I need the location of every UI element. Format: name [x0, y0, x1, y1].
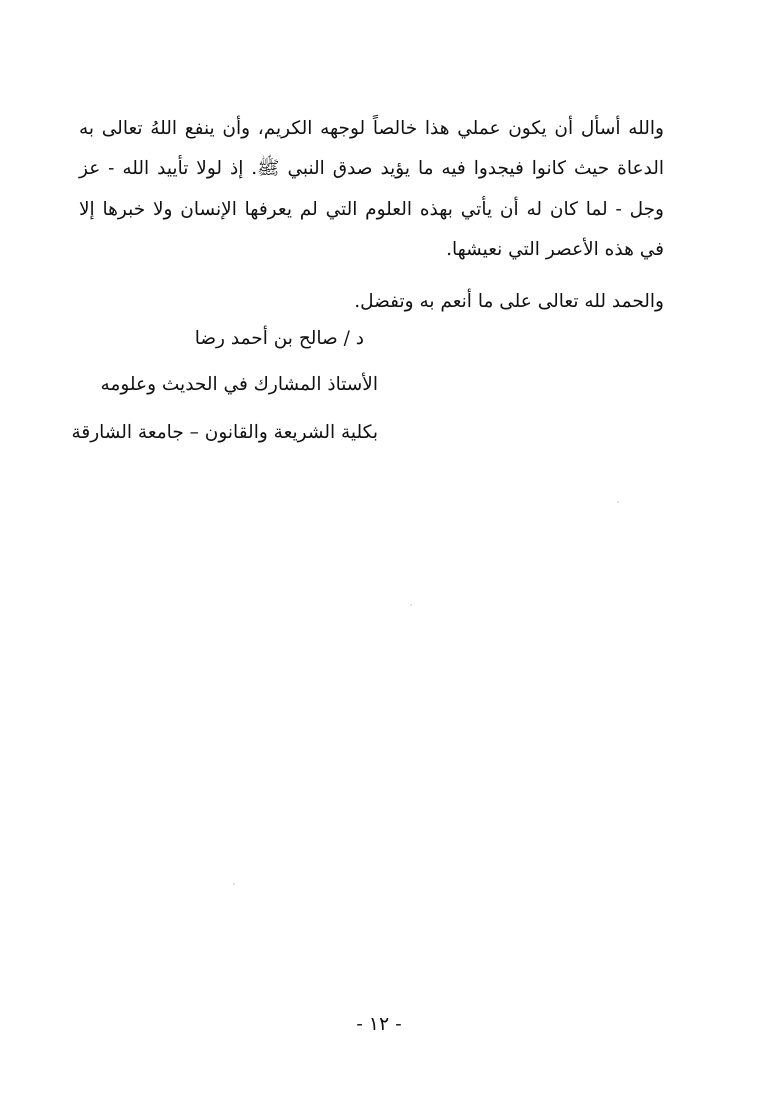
page-number: - ١٢ -	[356, 1013, 402, 1035]
scan-speck	[410, 604, 412, 606]
closing-paragraph: والحمد لله تعالى على ما أنعم به وتفضل.	[354, 290, 664, 312]
signature-affiliation: بكلية الشريعة والقانون – جامعة الشارقة	[71, 422, 378, 443]
scan-speck	[617, 501, 619, 503]
body-paragraph: والله أسأل أن يكون عملي هذا خالصاً لوجهه الكريم، وأن ينفع اللهُ تعالى به الدعاة حيث كانوا فيجدوا فيه ما يؤيد صدق النبي ﷺ. إذ لولا تأييد الله - عز وجل - لما كان له أن يأتي بهذه العلوم التي لم يعرفها الإنسان ولا خبرها إلا في هذه الأعصر التي نعيشها.	[79, 117, 664, 260]
signature-name: د / صالح بن أحمد رضا	[194, 328, 364, 349]
scan-speck	[233, 883, 235, 885]
signature-title: الأستاذ المشارك في الحديث وعلومه	[100, 374, 378, 395]
